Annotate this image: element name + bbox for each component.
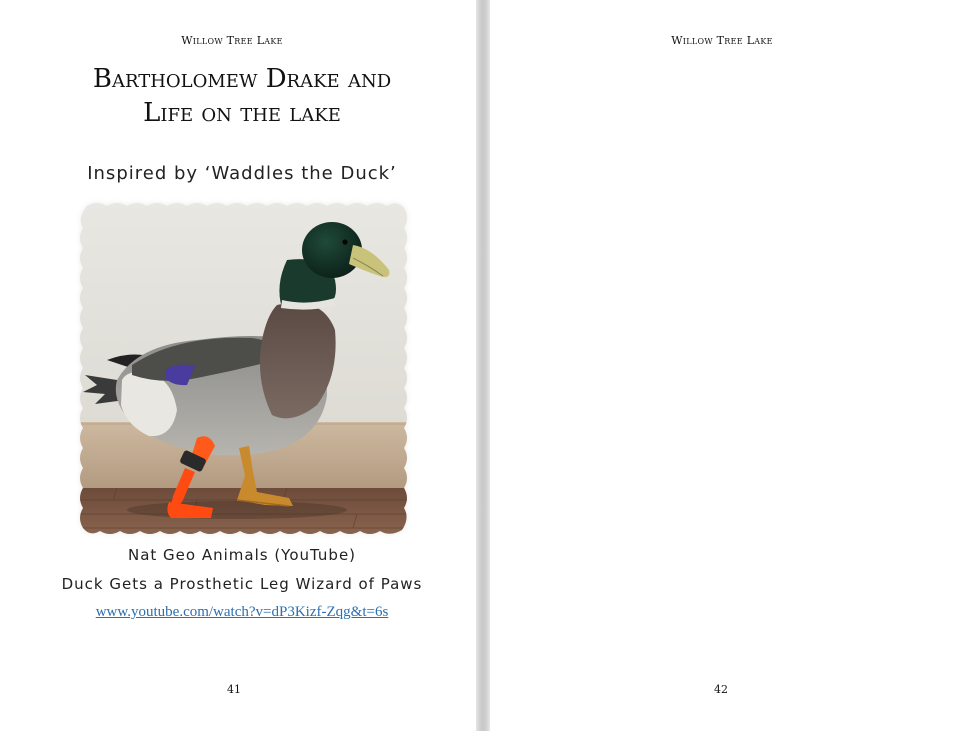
title-line-2: Life on the lake (143, 98, 341, 128)
subtitle: Inspired by ‘Waddles the Duck’ (87, 163, 397, 184)
running-head: Willow Tree Lake (181, 34, 283, 47)
youtube-link[interactable]: www.youtube.com/watch?v=dP3Kizf-Zqg&t=6s (95, 604, 389, 620)
book-gutter (476, 0, 490, 731)
caption-video-title: Duck Gets a Prosthetic Leg Wizard of Paws (61, 575, 423, 593)
page-title (0, 62, 484, 130)
page-number: 42 (714, 683, 728, 696)
caption-source: Nat Geo Animals (YouTube) (127, 546, 357, 564)
right-page (490, 0, 964, 731)
left-page (0, 0, 476, 731)
title-line-1: Bartholomew Drake and (92, 64, 392, 94)
page-number: 41 (227, 683, 241, 696)
duck-photo (77, 200, 410, 537)
running-head: Willow Tree Lake (671, 34, 773, 47)
